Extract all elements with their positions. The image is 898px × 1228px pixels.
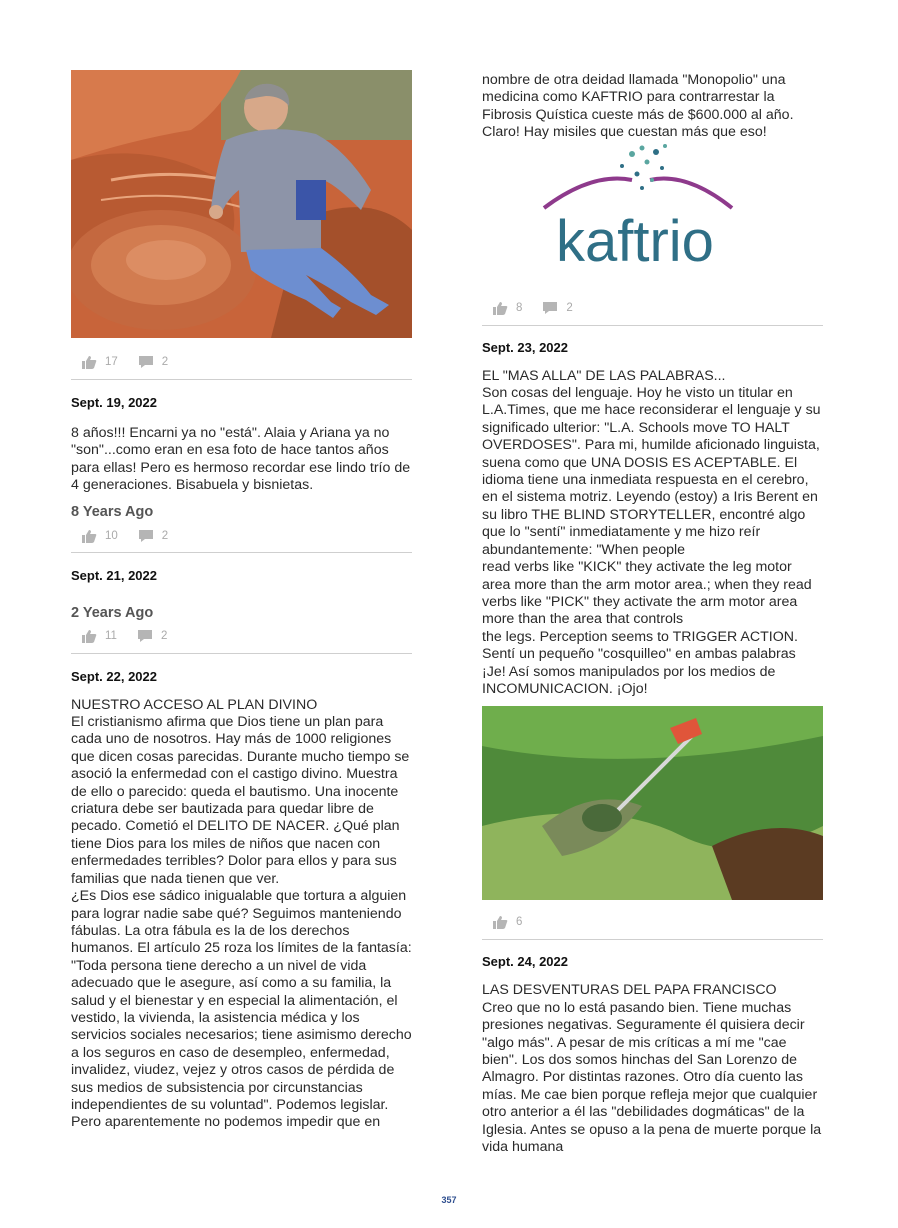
post-text: EL "MAS ALLA" DE LAS PALABRAS... Son cosas del lenguaje. Hoy he visto un titular en L.A.Times, que me hace reconsiderar el lenguaje y su significado ulterior: "L.A. Schools move TO HALT OVERDOSES". Para mi, humilde aficionado linguista, suena como que UNA DOSIS ES ACEPTABLE. El idioma tiene una inmediata respuesta en el cerebro, en el sistema motriz. Leyendo (estoy) a Iris Berent en su libro THE BLIND STORYTELLER, encontré algo que lo "sentí" inmediatamente y me hizo reír abundantemente: "When people read verbs like "KICK" they activate the leg motor area more than the arm motor area.; when they read verbs like "PICK" they activate the arm motor area more than the area that controls the legs. Perception seems to TRIGGER ACTION. Sentí un pequeño "cosquilleo" en ambas palabras ¡Je! Así somos manipulados por los medios de INCOMUNICACION. ¡Ojo! (482, 367, 821, 697)
years-ago-label: 2 Years Ago (71, 604, 154, 621)
likes-count: 11 (105, 629, 117, 642)
thumbs-up-icon[interactable] (492, 915, 508, 929)
comment-icon[interactable] (542, 301, 558, 315)
comments-count: 2 (566, 301, 573, 314)
right-column (482, 72, 823, 1156)
post-reactions (71, 352, 412, 372)
post-text: LAS DESVENTURAS DEL PAPA FRANCISCO Creo que no lo está pasando bien. Tiene muchas presiones negativas. Seguramente él quisiera decir "algo más". A pesar de mis críticas a mí me "cae bien". Los dos somos hinchas del San Lorenzo de Almagro. Por distintas razones. Otro día cuento las mías. Me cae bien porque refleja mejor que cualquier otro anterior a él las "debilidades dogmáticas" de la Iglesia. Antes se opuso a la pena de muerte porque la vida humana (482, 982, 822, 1155)
years-ago-label: 8 Years Ago (71, 503, 154, 520)
page-number: 357 (441, 1195, 457, 1205)
woman-on-rocks-photo (71, 70, 412, 338)
post-date: Sept. 23, 2022 (482, 339, 568, 355)
comment-icon[interactable] (137, 629, 153, 643)
post-reactions (482, 912, 823, 932)
post-reactions (71, 526, 412, 546)
reflex-hammer-image (482, 706, 823, 900)
post-reactions (71, 626, 412, 646)
likes-count: 6 (516, 916, 523, 929)
thumbs-up-icon[interactable] (81, 355, 97, 369)
post-reactions (482, 298, 823, 318)
post-date: Sept. 24, 2022 (482, 954, 568, 970)
comments-count: 2 (161, 529, 169, 542)
comment-icon[interactable] (138, 529, 154, 543)
comments-count: 2 (160, 629, 168, 642)
post-text-continued: nombre de otra deidad llamada "Monopolio" una medicina como KAFTRIO para contrarrestar la Fibrosis Quística cueste más de $600.000 al año. Claro! Hay misiles que cuestan más que eso! (482, 72, 794, 141)
thumbs-up-icon[interactable] (81, 629, 97, 643)
thumbs-up-icon[interactable] (81, 529, 97, 543)
kaftrio-logo (482, 142, 823, 282)
post-date: Sept. 21, 2022 (71, 567, 157, 583)
post-text: NUESTRO ACCESO AL PLAN DIVINO El cristianismo afirma que Dios tiene un plan para cada uno de nosotros. Hay más de 1000 religiones que dicen cosas parecidas. Durante mucho tiempo se asoció la enfermedad con el castigo divino. Muestra de ello o parecido: queda el bautismo. Una inocente criatura debe ser bautizada para quedar libre de pecado. Cometió el DELITO DE NACER. ¿Qué plan tiene Dios para los miles de niños que nacen con enfermedades terribles? Dolor para ellos y para sus familias que nada tienen que ver. ¿Es Dios ese sádico inigualable que tortura a alguien para lograr nadie sabe qué? Seguimos manteniendo fábulas. La otra fábula es la de los derechos humanos. El artículo 25 roza los límites de la fantasía: "Toda persona tiene derecho a un nivel de vida adecuado que le asegure, así como a su familia, la salud y el bienestar y en especial la alimentación, el vestido, la vivienda, la asistencia médica y los servicios sociales necesarios; tiene asimismo derecho a los seguros en caso de desempleo, enfermedad, invalidez, viudez, vejez y otros casos de pérdida de sus medios de subsistencia por circunstancias independientes de su voluntad". Podemos legislar. Pero aparentemente no podemos impedir que en (71, 696, 412, 1131)
likes-count: 8 (516, 301, 523, 314)
post-text: 8 años!!! Encarni ya no "está". Alaia y Ariana ya no "son"...como eran en esa foto de hace tantos años para ellas! Pero es hermoso recordar ese lindo trío de 4 generaciones. Bisabuela y bisnietas. (71, 425, 411, 494)
thumbs-up-icon[interactable] (492, 301, 508, 315)
likes-count: 10 (105, 529, 118, 542)
logo-wordmark: kaftrio (556, 208, 714, 274)
comments-count: 2 (161, 356, 169, 368)
likes-count: 17 (105, 356, 118, 368)
post-date: Sept. 22, 2022 (71, 668, 157, 684)
post-date: Sept. 19, 2022 (71, 395, 157, 410)
left-column (71, 70, 412, 1132)
comment-icon[interactable] (138, 355, 154, 369)
